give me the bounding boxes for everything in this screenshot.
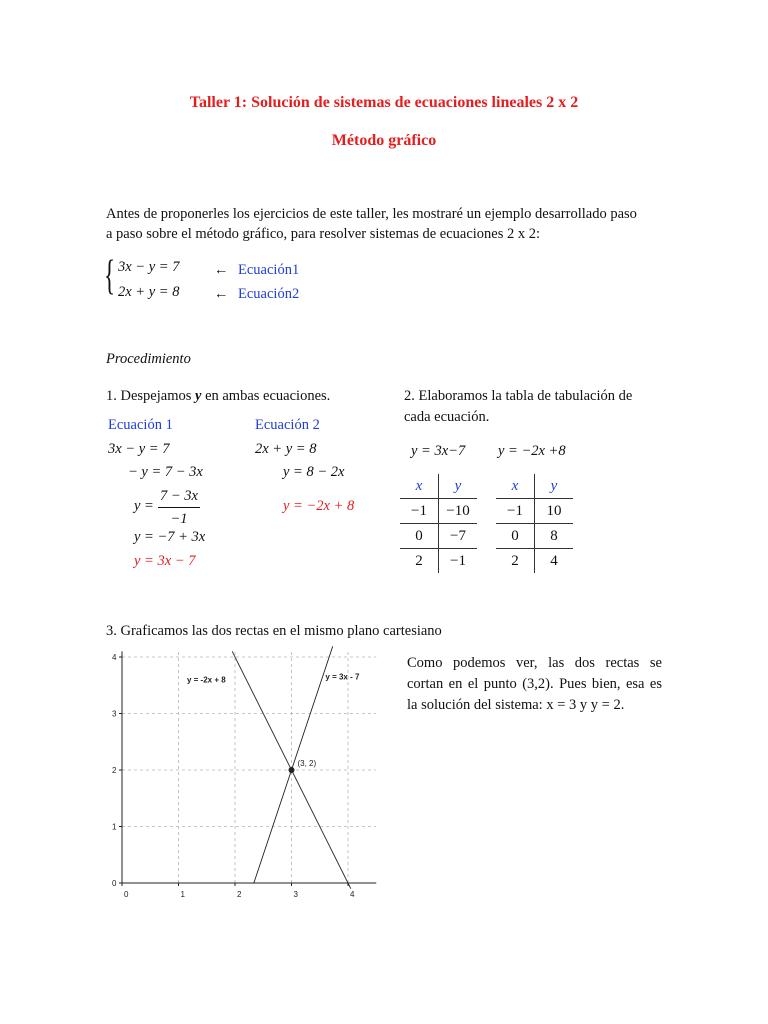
table-cell: 10: [535, 499, 574, 524]
eq1-step-a: 3x − y = 7: [108, 441, 170, 457]
table-cell: 2: [496, 549, 535, 574]
table-header: y: [535, 474, 574, 499]
step-1-eq1-title: Ecuación 1: [108, 417, 173, 433]
eq2-result: y = −2x + 8: [283, 498, 355, 514]
table-cell: −1: [450, 552, 466, 569]
table-header: x: [400, 474, 439, 499]
eq1-step-d: y = −7 + 3x: [134, 529, 206, 545]
table-row: [496, 499, 573, 524]
step-3-text: 3. Graficamos las dos rectas en el mismo plano cartesiano: [106, 623, 442, 639]
table-cell: 4: [550, 552, 558, 569]
x-tick-label: 0: [124, 890, 129, 899]
system-eq-2: 2x + y = 8: [118, 284, 180, 300]
step-1-eq2-title: Ecuación 2: [255, 417, 320, 433]
x-tick-label: 1: [180, 890, 185, 899]
series-line-2: [254, 646, 333, 883]
table-row: [400, 549, 477, 574]
system-brace: {: [104, 253, 116, 299]
eq2-step-a: 2x + y = 8: [255, 441, 317, 457]
eq2-step-b: y = 8 − 2x: [283, 464, 345, 480]
table-cell: 0: [400, 524, 439, 549]
y-tick-label: 2: [112, 766, 117, 775]
x-tick-label: 2: [237, 890, 242, 899]
table-row: [400, 474, 477, 499]
eq1-fraction: $\frac{7 - 3x}{-1}$: [158, 485, 200, 530]
table-1-equation: y = 3x−7: [411, 443, 466, 459]
intersection-label: (3, 2): [297, 759, 317, 768]
y-tick-label: 4: [112, 653, 117, 662]
arrow-2: ←: [214, 286, 229, 302]
step-2-line-2: cada ecuación.: [404, 409, 490, 425]
page-title: Taller 1: Solución de sistemas de ecuaciones lineales 2 x 2: [189, 94, 579, 111]
intersection-point: [289, 767, 295, 773]
x-tick-label: 4: [350, 890, 355, 899]
series-label-1: y = -2x + 8: [186, 675, 226, 685]
y-tick-label: 1: [112, 822, 117, 832]
table-cell: −1: [400, 499, 439, 524]
conclusion-line-2: cortan en el punto (3,2). Pues bien, esa es: [407, 676, 662, 692]
y-tick-label: 3: [112, 709, 117, 719]
table-cell: −10: [439, 499, 478, 524]
step-2-line-1: 2. Elaboramos la tabla de tabulación de: [404, 388, 633, 404]
page-subtitle: Método gráfico: [331, 132, 437, 149]
table-row: [496, 474, 573, 499]
tabulation-table-1: [400, 474, 477, 573]
graph-axes: [119, 651, 376, 886]
equation-label-1: Ecuación1: [238, 262, 300, 278]
eq1-step-c: y =: [134, 498, 154, 514]
table-header: y: [439, 474, 478, 499]
series-label-2: y = 3x - 7: [325, 672, 360, 682]
table-row: [496, 524, 573, 549]
table-cell: −1: [496, 499, 535, 524]
eq1-step-b: − y = 7 − 3x: [128, 464, 203, 480]
table-cell: 2: [400, 549, 439, 574]
arrow-1: ←: [214, 262, 229, 278]
tabulation-table-2: [496, 474, 573, 573]
step-1-text: 1. Despejamos y en ambas ecuaciones.: [106, 388, 331, 404]
graph-series-labels: [187, 673, 360, 685]
cartesian-graph: [100, 645, 390, 910]
table-2-equation: y = −2x +8: [498, 443, 566, 459]
table-cell: 0: [496, 524, 535, 549]
table-row: [400, 499, 477, 524]
table-row: [496, 549, 573, 574]
table-row: [400, 524, 477, 549]
eq1-result: y = 3x − 7: [134, 553, 196, 569]
y-tick-label: 0: [112, 879, 117, 888]
x-tick-label: 3: [293, 890, 298, 899]
procedure-heading: Procedimiento: [106, 351, 191, 367]
conclusion-line-3: la solución del sistema: x = 3 y y = 2.: [407, 697, 625, 713]
table-cell: −7: [439, 524, 478, 549]
intro-line-2: a paso sobre el método gráfico, para resolver sistemas de ecuaciones 2 x 2:: [106, 226, 541, 242]
conclusion-line-1: Como podemos ver, las dos rectas se: [407, 655, 662, 671]
table-cell: 8: [535, 524, 574, 549]
system-eq-1: 3x − y = 7: [118, 259, 180, 275]
equation-label-2: Ecuación2: [238, 286, 300, 302]
table-header: x: [496, 474, 535, 499]
intro-line-1: Antes de proponerles los ejercicios de este taller, les mostraré un ejemplo desarrollado paso: [106, 206, 637, 222]
